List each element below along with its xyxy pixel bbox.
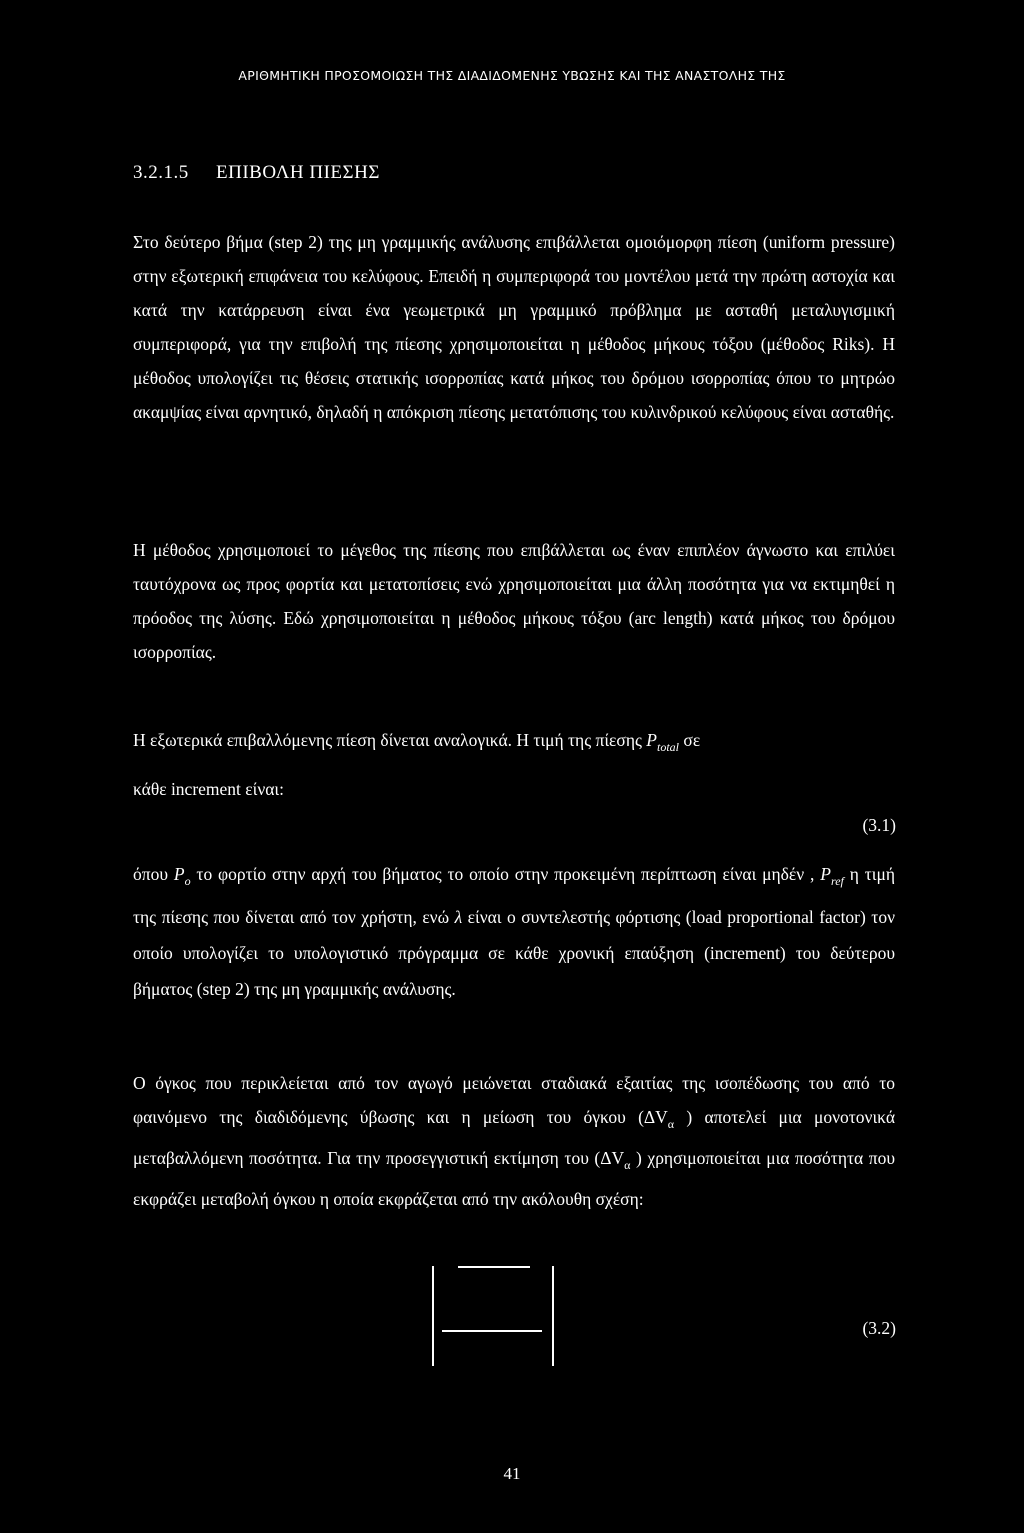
- paragraph-3-line-2: κάθε increment είναι:: [133, 779, 284, 799]
- paragraph-1: [133, 225, 895, 429]
- paragraph-4-part-c: η τιμή της πίεσης που δίνεται από τον χρήστη, ενώ: [133, 864, 896, 927]
- symbol-p: P: [173, 864, 185, 884]
- paragraph-4-part-d: είναι ο συντελεστής φόρτισης (load proportional factor) τον οποίο υπολογίζει το υπολογιστικό πρόγραμμα σε κάθε χρονική επαύξηση (increment) του δεύτερου βήματος (step 2) της μη γραμμικής ανάλυσης.: [133, 907, 896, 999]
- paragraph-3: [133, 723, 895, 806]
- section-title: ΕΠΙΒΟΛΗ ΠΙΕΣΗΣ: [216, 162, 380, 183]
- equation-3-2-label: (3.2): [862, 1318, 896, 1338]
- paragraph-3-text-end: σε: [683, 730, 701, 750]
- paragraph-5-part-a: Ο όγκος που περικλείεται από τον αγωγό μειώνεται σταδιακά εξαιτίας της ισοπέδωσης του από το φαινόμενο της διαδιδόμενης ύβωσης και η μείωση του όγκου (ΔV: [133, 1073, 895, 1127]
- subscript-alpha: α: [624, 1158, 631, 1172]
- paragraph-2: [133, 533, 895, 669]
- formula-fraction-line: [442, 1330, 542, 1332]
- formula-right-bar: [552, 1266, 554, 1366]
- paragraph-4: [133, 856, 895, 1007]
- symbol-p: P: [646, 730, 657, 750]
- subscript-alpha: α: [667, 1117, 675, 1131]
- running-header: ΑΡΙΘΜΗΤΙΚΗ ΠΡΟΣΟΜΟΙΩΣΗ ΤΗΣ ΔΙΑΔΙΔΟΜΕΝΗΣ ΥΒΩΣΗΣ ΚΑΙ ΤΗΣ ΑΝΑΣΤΟΛΗΣ ΤΗΣ: [238, 68, 786, 83]
- paragraph-1-text: Στο δεύτερο βήμα (step 2) της μη γραμμικής ανάλυσης επιβάλλεται ομοιόμορφη πίεση (uniform pressure) στην εξωτερική επιφάνεια του κελύφους. Επειδή η συμπεριφορά του μοντέλου μετά την πρώτη αστοχία και κατά την κατάρρευση είναι ένα γεωμετρικά μη γραμμικό πρόβλημα με ασταθή μεταλυγισμική συμπεριφορά, για την επιβολή της πίεσης χρησιμοποιείται η μέθοδος μήκους τόξου (μέθοδος Riks). Η μέθοδος υπολογίζει τις θέσεις στατικής ισορροπίας κατά μήκος του δρόμου ισορροπίας όπου το μητρώο ακαμψίας είναι αρνητικό, δηλαδή η απόκριση πίεσης μετατόπισης του κυλινδρικού κελύφους είναι ασταθής.: [133, 232, 895, 422]
- paragraph-2-text: Η μέθοδος χρησιμοποιεί το μέγεθος της πίεσης που επιβάλλεται ως έναν επιπλέον άγνωστο και επιλύει ταυτόχρονα ως προς φορτία και μετατοπίσεις ενώ χρησιμοποιείται μια άλλη ποσότητα για να εκτιμηθεί η πρόοδος της λύσης. Εδώ χρησιμοποιείται η μέθοδος μήκους τόξου (arc length) κατά μήκος του δρόμου ισορροπίας.: [133, 540, 895, 662]
- paragraph-5-part-b: ) αποτελεί μια μονοτονικά μεταβαλλόμενη ποσότητα. Για την προσεγγιστική εκτίμηση του (ΔV: [133, 1107, 896, 1168]
- paragraph-4-part-a: όπου: [133, 864, 168, 884]
- subscript-ref: ref: [830, 874, 844, 888]
- paragraph-4-text: [133, 856, 895, 1007]
- page-number: 41: [503, 1464, 521, 1483]
- section-heading: [133, 162, 380, 184]
- formula-left-bar: [432, 1266, 434, 1366]
- formula-top-line: [458, 1266, 530, 1268]
- symbol-p: P: [820, 864, 831, 884]
- paragraph-5-part-c: ) χρησιμοποιείται μια ποσότητα που εκφράζει μεταβολή όγκου η οποία εκφράζεται από την ακόλουθη σχέση:: [133, 1148, 896, 1209]
- subscript-total: total: [657, 740, 680, 754]
- subscript-o: o: [184, 874, 191, 888]
- equation-3-2-graphic: [432, 1262, 558, 1366]
- symbol-lambda: λ: [454, 907, 463, 927]
- paragraph-3-line-1: [133, 723, 895, 764]
- paragraph-3-text: Η εξωτερικά επιβαλλόμενης πίεση δίνεται αναλογικά. Η τιμή της πίεσης: [133, 730, 642, 750]
- paragraph-5-text: [133, 1066, 895, 1216]
- section-number: 3.2.1.5: [133, 162, 189, 183]
- paragraph-4-part-b: το φορτίο στην αρχή του βήματος το οποίο στην προκειμένη περίπτωση είναι μηδέν ,: [196, 864, 815, 884]
- paragraph-5: [133, 1066, 895, 1216]
- equation-3-1-label: (3.1): [862, 815, 896, 835]
